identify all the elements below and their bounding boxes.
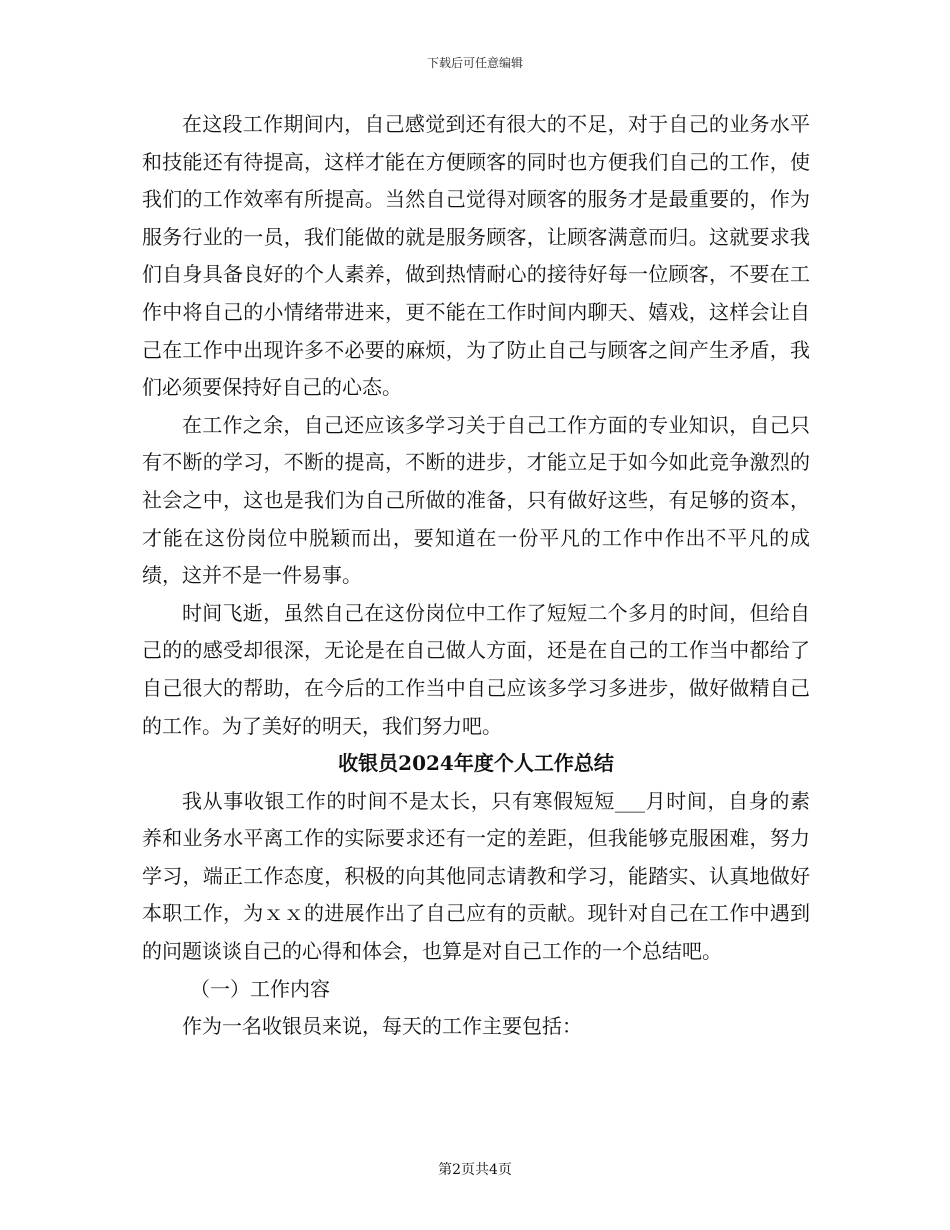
subsection-heading: （一）工作内容 xyxy=(190,976,330,1001)
section-title: 收银员2024年度个人工作总结 xyxy=(338,751,614,776)
paragraph-2: 在工作之余，自己还应该多学习关于自己工作方面的专业知识，自己只有不断的学习，不断的提高，不断的进步，才能立足于如今如此竞争激烈的社会之中，这也是我们为自己所做的准备，只有做好这些，有足够的资本，才能在这份岗位中脱颖而出，要知道在一份平凡的工作中作出不平凡的成绩，这并不是一件易事。 xyxy=(142,412,810,588)
paragraph-4: 我从事收银工作的时间不是太长，只有寒假短短___月时间，自身的素养和业务水平离工作的实际要求还有一定的差距，但我能够克服困难，努力学习，端正工作态度，积极的向其他同志请教和学习，能踏实、认真地做好本职工作，为ｘｘ的进展作出了自己应有的贡献。现针对自己在工作中遇到的问题谈谈自己的心得和体会，也算是对自己工作的一个总结吧。 xyxy=(142,788,810,964)
page-header-note: 下载后可任意编辑 xyxy=(426,56,523,70)
paragraph-1: 在这段工作期间内，自己感觉到还有很大的不足，对于自己的业务水平和技能还有待提高，这样才能在方便顾客的同时也方便我们自己的工作，使我们的工作效率有所提高。当然自己觉得对顾客的服务才是最重要的，作为服务行业的一员，我们能做的就是服务顾客，让顾客满意而归。这就要求我们自身具备良好的个人素养，做到热情耐心的接待好每一位顾客，不要在工作中将自己的小情绪带进来，更不能在工作时间内聊天、嬉戏，这样会让自己在工作中出现许多不必要的麻烦，为了防止自己与顾客之间产生矛盾，我们必须要保持好自己的心态。 xyxy=(142,112,810,400)
paragraph-5: 作为一名收银员来说，每天的工作主要包括： xyxy=(182,1014,582,1039)
document-body xyxy=(142,106,810,1046)
paragraph-3: 时间飞逝，虽然自己在这份岗位中工作了短短二个多月的时间，但给自己的的感受却很深，无论是在自己做人方面，还是在自己的工作当中都给了自己很大的帮助，在今后的工作当中自己应该多学习多进步，做好做精自己的工作。为了美好的明天，我们努力吧。 xyxy=(142,600,810,738)
page-footer-number: 第2页共4页 xyxy=(438,1162,512,1178)
